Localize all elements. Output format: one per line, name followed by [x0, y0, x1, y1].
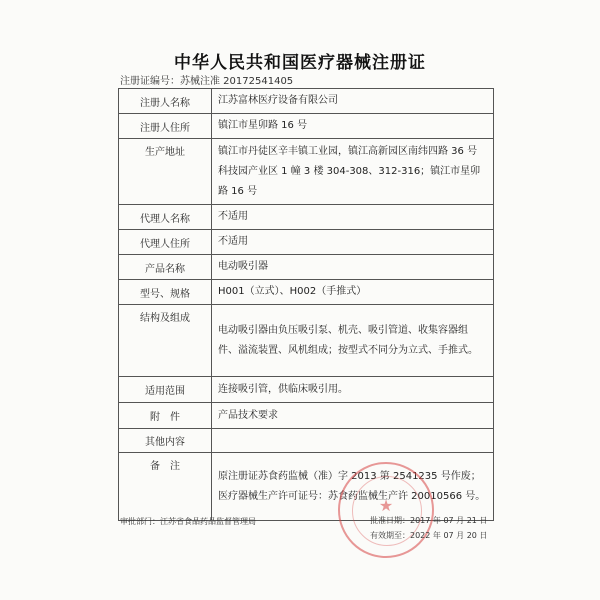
row-label: 注册人名称 — [119, 89, 212, 114]
row-label: 附 件 — [119, 403, 212, 429]
table-row — [119, 114, 494, 139]
certificate-table — [118, 88, 494, 521]
certificate-title: 中华人民共和国医疗器械注册证 — [174, 53, 426, 73]
row-value: 电动吸引器由负压吸引泵、机壳、吸引管道、收集容器组件、溢流装置、风机组成；按型式不同分为立式、手推式。 — [212, 305, 494, 377]
row-label: 生产地址 — [119, 139, 212, 205]
table-row — [119, 429, 494, 453]
approval-department: 审批部门：江苏省食品药品监督管理局 — [120, 517, 256, 526]
table-row — [119, 403, 494, 429]
row-value: H001（立式）、H002（手推式） — [212, 280, 494, 305]
row-value: 江苏富林医疗设备有限公司 — [212, 89, 494, 114]
row-label: 结构及组成 — [119, 305, 212, 377]
table-row — [119, 280, 494, 305]
row-label: 注册人住所 — [119, 114, 212, 139]
row-value: 产品技术要求 — [212, 403, 494, 429]
row-label: 代理人名称 — [119, 205, 212, 230]
row-value: 不适用 — [212, 205, 494, 230]
table-row — [119, 139, 494, 205]
table-row — [119, 230, 494, 255]
row-label: 产品名称 — [119, 255, 212, 280]
table-row — [119, 205, 494, 230]
row-label: 适用范围 — [119, 377, 212, 403]
row-value: 原注册证苏食药监械（准）字 2013 第 2541235 号作废；医疗器械生产许可证号：苏食药监械生产许 20010566 号。 — [212, 453, 494, 521]
row-value: 不适用 — [212, 230, 494, 255]
approval-date: 批准日期：2017 年 07 月 21 日 — [370, 516, 488, 525]
row-value: 连接吸引管，供临床吸引用。 — [212, 377, 494, 403]
row-value: 镇江市星卯路 16 号 — [212, 114, 494, 139]
row-label: 型号、规格 — [119, 280, 212, 305]
row-label: 其他内容 — [119, 429, 212, 453]
table-row — [119, 305, 494, 377]
row-value: 镇江市丹徒区辛丰镇工业园，镇江高新园区南纬四路 36 号科技园产业区 1 幢 3 楼 304-308、312-316；镇江市星卯路 16 号 — [212, 139, 494, 205]
table-row — [119, 453, 494, 521]
row-value: 电动吸引器 — [212, 255, 494, 280]
table-row — [119, 377, 494, 403]
official-seal — [338, 462, 434, 558]
row-label: 代理人住所 — [119, 230, 212, 255]
seal-star-icon: ★ — [378, 496, 394, 515]
table-row — [119, 255, 494, 280]
row-label: 备 注 — [119, 453, 212, 521]
valid-until-date: 有效期至：2022 年 07 月 20 日 — [370, 531, 488, 540]
registration-number: 注册证编号：苏械注准 20172541405 — [120, 76, 294, 87]
table-row — [119, 89, 494, 114]
row-value — [212, 429, 494, 453]
